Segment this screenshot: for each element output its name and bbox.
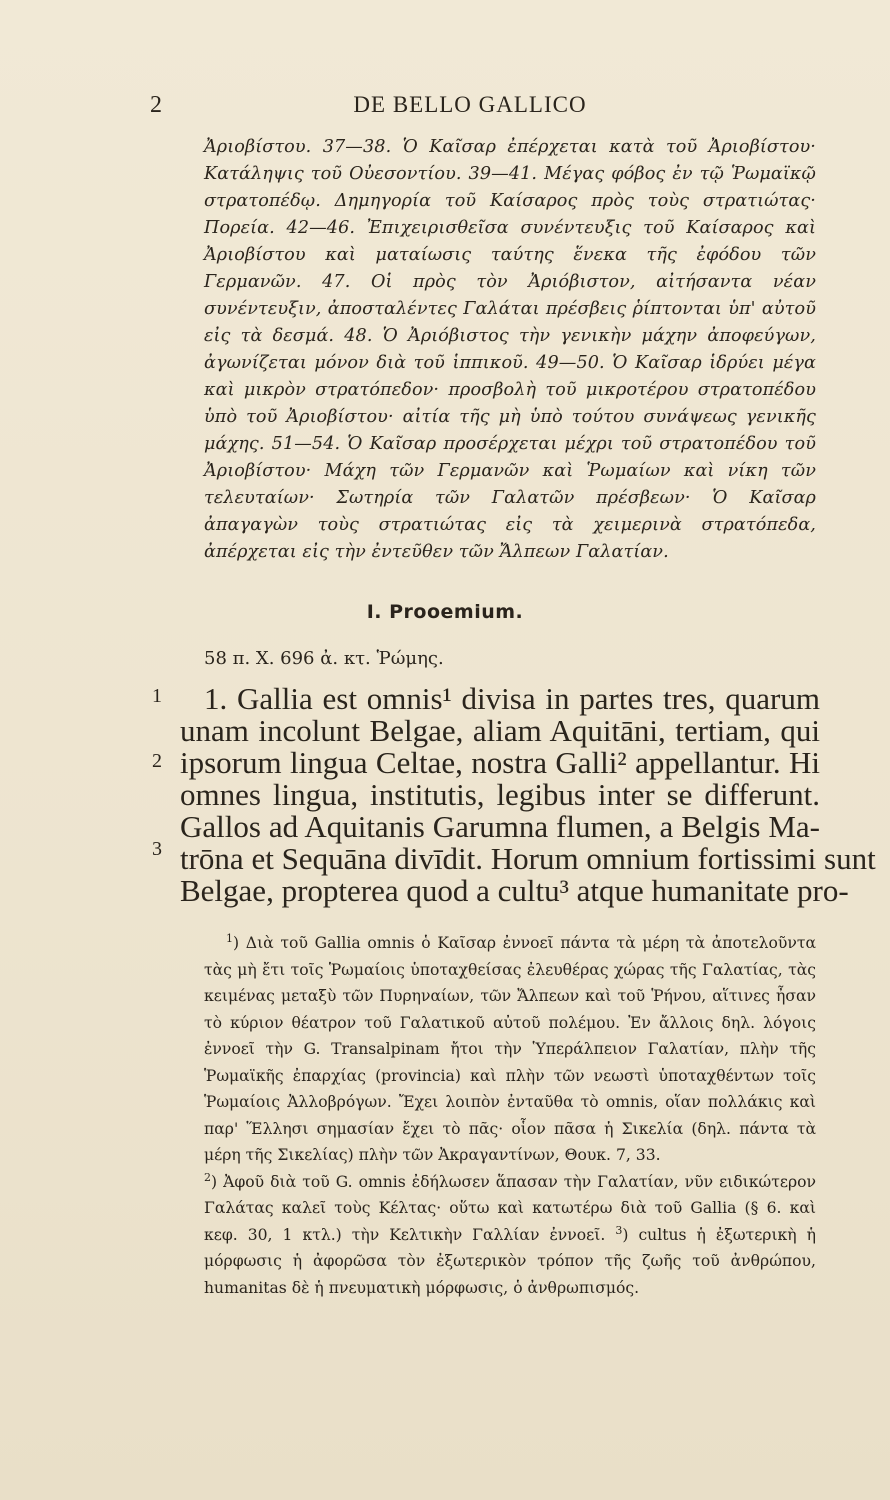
chapter-summary [204,134,816,566]
footnotes [204,930,816,1301]
footnote-2 [204,1169,816,1302]
latin-line: Gallos ad Aquitanis Garumna flumen, a Belgis Ma- [180,809,820,844]
latin-text [180,681,876,908]
footnote-marker: 3 [615,1223,623,1237]
footnote-marker: 2 [204,1170,211,1184]
latin-line: unam incolunt Belgae, aliam Aquitāni, tertiam, qui [180,713,820,748]
latin-line: trōna et Sequāna divīdit. Horum omnium fortissimi sunt [180,841,876,876]
latin-line: Belgae, propterea quod a cultu³ atque humanitate pro- [180,873,849,908]
footnote-text: ) Διὰ τοῦ Gallia omnis ὁ Καῖσαρ ἐννοεῖ πάντα τὰ μέρη τὰ ἀποτελοῦντα τὰς μὴ ἔτι τοῖς Ῥωμαίοις ὑποταχθείσας ἐλευθέρας χώρας τῆς Γαλατίας, τὰς κειμένας μεταξὺ τῶν Πυρηναίων, τῶν Ἄλπεων καὶ τοῦ Ῥήνου, αἵτινες ἦσαν τὸ κύριον θέατρον τοῦ Γαλατικοῦ αὐτοῦ πολέμου. Ἐν ἄλλοις δηλ. λόγοις ἐννοεῖ τὴν G. Transalpinam ἤτοι τὴν Ὑπεράλπειον Γαλατίαν, πλὴν τῆς Ῥωμαϊκῆς ἐπαρχίας (provincia) καὶ πλὴν τῶν νεωστὶ ὑποταχθέντων τοῖς Ῥωμαίοις Ἀλλοβρόγων. Ἔχει λοιπὸν ἐνταῦθα τὸ omnis, οἵαν πολλάκις καὶ παρ' Ἕλλησι σημασίαν ἔχει τὸ πᾶς· οἷον πᾶσα ἡ Σικελία (δηλ. πάντα τὰ μέρη τῆς Σικελίας) πλὴν τῶν Ἀκραγαντίνων, Θουκ. 7, 33. [204,934,816,1164]
margin-number-2: 2 [152,750,162,772]
footnote-text: ) Ἀφοῦ διὰ τοῦ G. omnis ἐδήλωσεν ἅπασαν τὴν Γαλατίαν, νῦν ειδικώτερον Γαλάτας καλεῖ τοὺς Κέλτας· οὕτω καὶ κατωτέρω διὰ τοῦ Gallia (§ 6. καὶ κεφ. 30, 1 κτλ.) τὴν Κελτικὴν Γαλλίαν ἐννοεῖ. [204,1172,816,1244]
latin-line: 1. Gallia est omnis¹ divisa in partes tres, quarum [204,681,820,716]
margin-number-1: 1 [152,685,162,707]
section-heading: I. Prooemium. [366,601,524,623]
latin-line: ipsorum lingua Celtae, nostra Galli² appellantur. Hi [180,745,820,780]
latin-line: omnes lingua, institutis, legibus inter se differunt. [180,777,820,812]
page-number: 2 [150,92,162,118]
footnote-1 [204,930,816,1169]
margin-number-3: 3 [152,838,162,860]
page-header [150,92,790,124]
summary-text: Ἀριοβίστου. 37—38. Ὁ Καῖσαρ ἐπέρχεται κατὰ τοῦ Ἀριοβίστου· Κατάληψις τοῦ Οὐεσοντίου. 39—41. Μέγας φόβος ἐν τῷ Ῥωμαϊκῷ στρατοπέδῳ. Δημηγορία τοῦ Καίσαρος πρὸς τοὺς στρατιώτας· Πορεία. 42—46. Ἐπιχειρισθεῖσα συνέντευξις τοῦ Καίσαρος καὶ Ἀριοβίστου καὶ ματαίωσις ταύτης ἕνεκα τῆς ἐφόδου τῶν Γερμανῶν. 47. Οἱ πρὸς τὸν Ἀριόβιστον, αἰτήσαντα νέαν συνέντευξιν, ἀποσταλέντες Γαλάται πρέσβεις ῥίπτονται ὑπ' αὐτοῦ εἰς τὰ δεσμά. 48. Ὁ Ἀριόβιστος τὴν γενικὴν μάχην ἀποφεύγων, ἀγωνίζεται μόνον διὰ τοῦ ἱππικοῦ. 49—50. Ὁ Καῖσαρ ἱδρύει μέγα καὶ μικρὸν στρατόπεδον· προσβολὴ τοῦ μικροτέρου στρατοπέδου ὑπὸ τοῦ Ἀριοβίστου· αἰτία τῆς μὴ ὑπὸ τούτου συνάψεως γενικῆς μάχης. 51—54. Ὁ Καῖσαρ προσέρχεται μέχρι τοῦ στρατοπέδου τοῦ Ἀριοβίστου· Μάχη τῶν Γερμανῶν καὶ Ῥωμαίων καὶ νίκη τῶν τελευταίων· Σωτηρία τῶν Γαλατῶν πρέσβεων· Ὁ Καῖσαρ ἀπαγαγὼν τοὺς στρατιώτας εἰς τὰ χειμερινὰ στρατόπεδα, ἀπέρχεται εἰς τὴν ἐντεῦθεν τῶν Ἄλπεων Γαλατίαν. [204,137,816,562]
date-line: 58 π. X. 696 ἀ. κτ. Ῥώμης. [204,648,444,669]
running-title: DE BELLO GALLICO [353,92,587,117]
footnote-marker: 1 [226,931,233,945]
footnote-text: ) cultus ἡ ἐξωτερικὴ ἡ μόρφωσις ἡ ἀφορῶσα τὸν ἐξωτερικὸν τρόπον τῆς ζωῆς τοῦ ἀνθρώπου, humanitas δὲ ἡ πνευματικὴ μόρφωσις, ὁ ἀνθρωπισμός. [204,1225,817,1297]
